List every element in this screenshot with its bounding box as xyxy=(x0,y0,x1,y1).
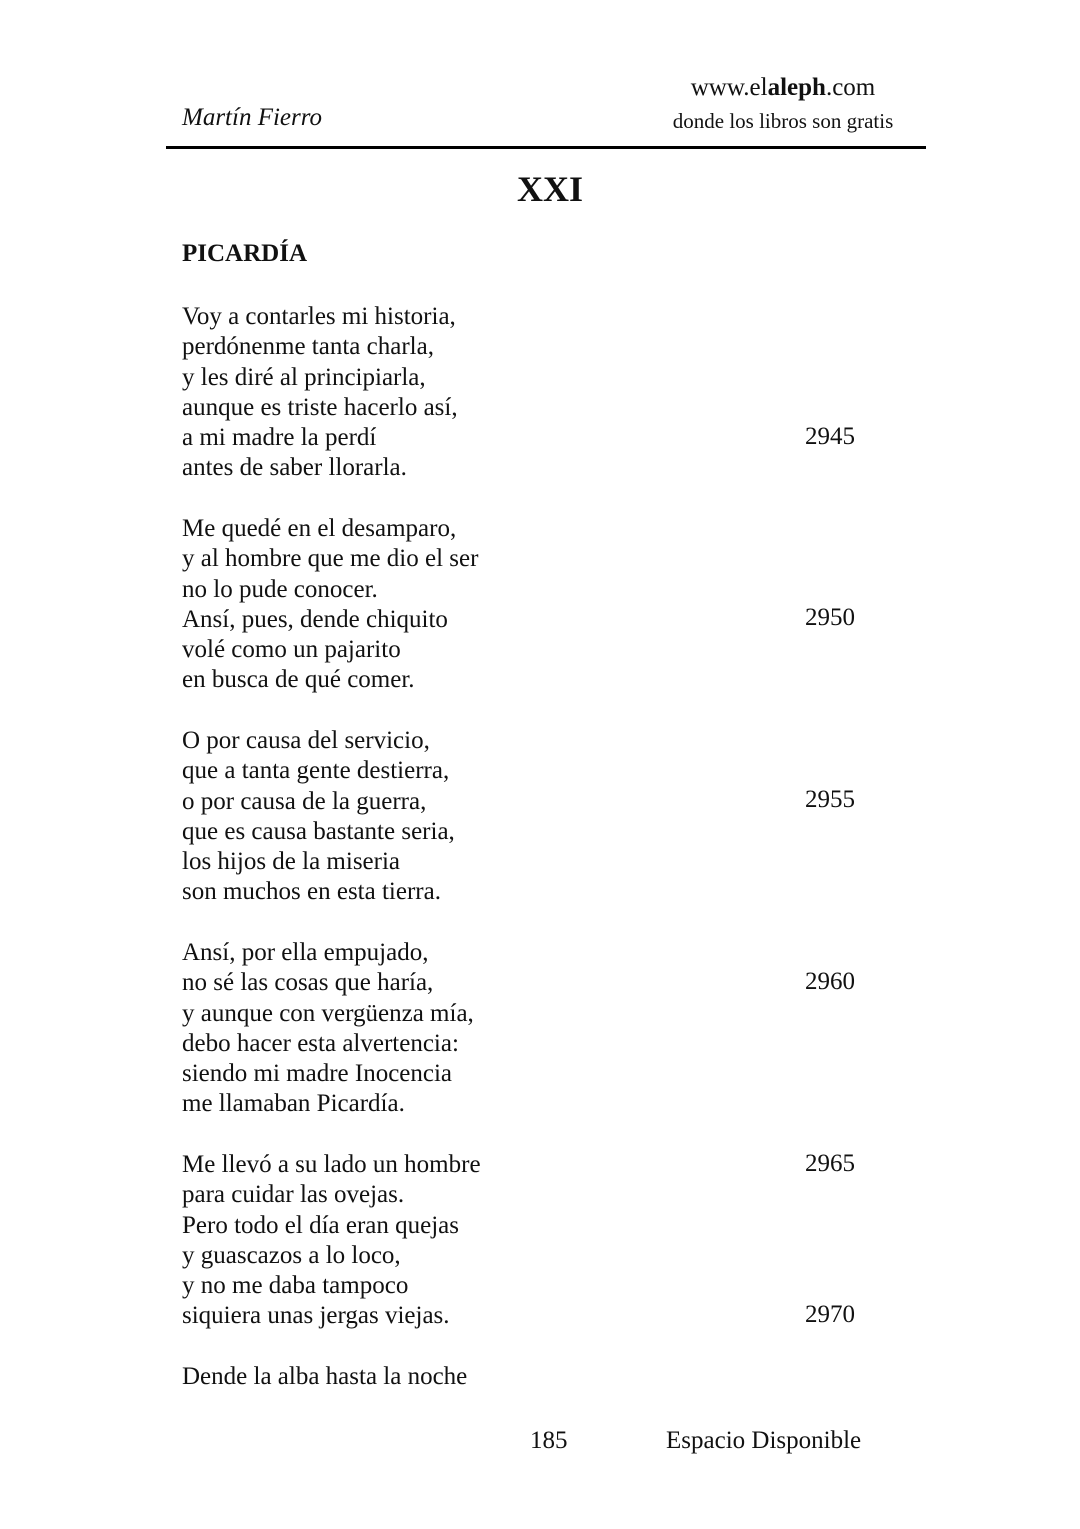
verse-line: no lo pude conocer. xyxy=(182,575,378,603)
verse-line: Me quedé en el desamparo, xyxy=(182,515,457,542)
stanza xyxy=(182,302,458,484)
stanza xyxy=(182,938,474,1120)
stanza xyxy=(182,1362,467,1392)
line-number: 2965 xyxy=(805,1150,855,1177)
line-number: 2955 xyxy=(805,786,855,813)
verse-line: Voy a contarles mi historia, xyxy=(182,303,456,330)
line-number: 2945 xyxy=(805,423,855,450)
site-bold: aleph xyxy=(767,74,826,101)
verse-line: siendo mi madre Inocencia xyxy=(182,1060,453,1088)
verse-line: no sé las cosas que haría, xyxy=(182,969,434,997)
chapter-number: XXI xyxy=(516,169,583,209)
verse-line: perdónenme tanta charla, xyxy=(182,333,434,361)
header-divider xyxy=(166,146,926,149)
verse-line: o por causa de la guerra, xyxy=(182,787,427,815)
book-title: Martín Fierro xyxy=(182,104,323,131)
page-number: 185 xyxy=(530,1427,568,1454)
line-number: 2960 xyxy=(805,968,855,995)
line-number: 2950 xyxy=(805,604,855,631)
footer-text: Espacio Disponible xyxy=(666,1427,862,1454)
stanza xyxy=(182,514,478,696)
verse-line: que es causa bastante seria, xyxy=(182,817,455,845)
verse-line: O por causa del servicio, xyxy=(182,727,430,754)
verse-line: Ansí, pues, dende chiquito xyxy=(182,605,448,633)
verse-line: aunque es triste hacerlo así, xyxy=(182,393,458,421)
verse-line: Ansí, por ella empujado, xyxy=(182,939,429,966)
verse-line: antes de saber llorarla. xyxy=(182,454,407,482)
verse-line: debo hacer esta alvertencia: xyxy=(182,1029,459,1057)
verse-line: y aunque con vergüenza mía, xyxy=(182,999,474,1027)
section-title: PICARDÍA xyxy=(182,240,307,267)
verse-line: y al hombre que me dio el ser xyxy=(182,545,479,573)
verse-line: a mi madre la perdí xyxy=(182,424,377,452)
verse-line: Pero todo el día eran quejas xyxy=(182,1211,459,1239)
verse-line: Dende la alba hasta la noche xyxy=(182,1363,468,1390)
site-suffix: .com xyxy=(825,74,876,101)
verse-line: Me llevó a su lado un hombre xyxy=(182,1151,481,1178)
verse-line: son muchos en esta tierra. xyxy=(182,878,441,906)
verse-line: volé como un pajarito xyxy=(182,636,401,664)
site-url xyxy=(683,74,883,102)
verse-line: para cuidar las ovejas. xyxy=(182,1181,405,1209)
site-tagline: donde los libros son gratis xyxy=(672,109,894,133)
verse-line: y les diré al principiarla, xyxy=(182,363,426,391)
verse-line: que a tanta gente destierra, xyxy=(182,757,450,785)
line-number: 2970 xyxy=(805,1301,855,1328)
verse-line: siquiera unas jergas viejas. xyxy=(182,1302,450,1330)
stanza xyxy=(182,726,455,908)
site-prefix: www.el xyxy=(690,74,768,101)
verse-line: me llamaban Picardía. xyxy=(182,1090,405,1118)
verse-line: en busca de qué comer. xyxy=(182,666,415,694)
verse-line: y guascazos a lo loco, xyxy=(182,1241,401,1269)
verse-line: y no me daba tampoco xyxy=(182,1272,409,1300)
stanza xyxy=(182,1150,481,1332)
verse-line: los hijos de la miseria xyxy=(182,848,401,876)
